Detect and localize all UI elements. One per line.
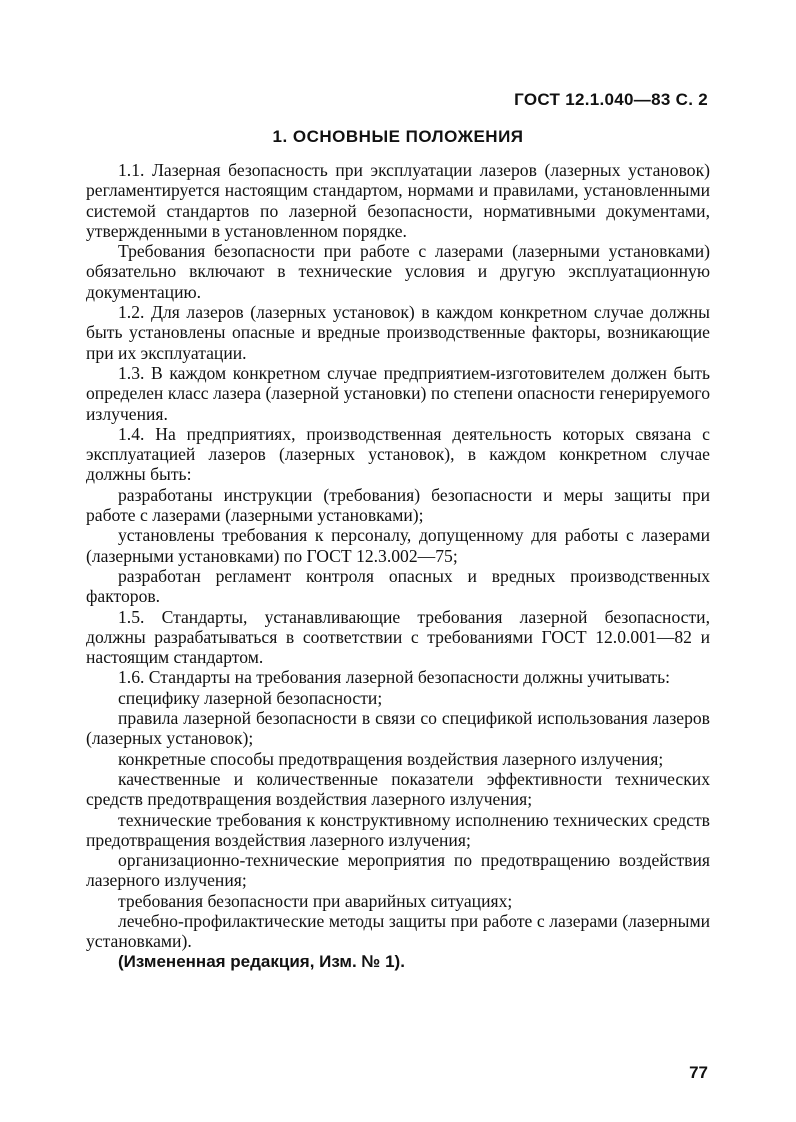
list-item: специфику лазерной безопасности; xyxy=(118,687,383,708)
list-item: качественные и количественные показатели эффективности технических средств предотвращения воздействия лазерного излучения; xyxy=(86,768,710,810)
amendment-note: (Измененная редакция, Изм. № 1). xyxy=(118,951,405,971)
list-item: правила лазерной безопасности в связи со спецификой использования лазеров (лазерных установок); xyxy=(86,708,710,749)
paragraph-1-6: 1.6. Стандарты на требования лазерной безопасности должны учитывать: xyxy=(118,667,670,688)
list-item: конкретные способы предотвращения воздействия лазерного излучения; xyxy=(118,748,664,769)
paragraph-1-2: 1.2. Для лазеров (лазерных установок) в каждом конкретном случае должны быть установлены опасные и вредные производственные факторы, возникающие при их эксплуатации. xyxy=(86,302,710,363)
paragraph-1-1: 1.1. Лазерная безопасность при эксплуатации лазеров (лазерных установок) регламентируется настоящим стандартом, нормами и правилами, установленными системой стандартов по лазерной безопасности, нормативными документами, утвержденными в установленном порядке. xyxy=(86,160,710,241)
list-item: разработаны инструкции (требования) безопасности и меры защиты при работе с лазерами (лазерными установками); xyxy=(86,484,710,526)
section-title: 1. ОСНОВНЫЕ ПОЛОЖЕНИЯ xyxy=(272,127,524,146)
document-body xyxy=(86,160,710,972)
list-item: лечебно-профилактические методы защиты при работе с лазерами (лазерными установками). xyxy=(86,910,710,952)
paragraph-1-5: 1.5. Стандарты, устанавливающие требования лазерной безопасности, должны разрабатываться в соответствии с требованиями ГОСТ 12.0.001—82 и настоящим стандартом. xyxy=(86,606,710,668)
paragraph-1-3: 1.3. В каждом конкретном случае предприятием-изготовителем должен быть определен класс лазера (лазерной установки) по степени опасности генерируемого излучения. xyxy=(86,362,710,424)
list-item: организационно-технические мероприятия по предотвращению воздействия лазерного излучения; xyxy=(86,850,710,891)
page-number: 77 xyxy=(689,1063,708,1082)
paragraph-safety-requirements: Требования безопасности при работе с лазерами (лазерными установками) обязательно включают в технические условия и другую эксплуатационную документацию. xyxy=(86,241,710,302)
list-item: требования безопасности при аварийных ситуациях; xyxy=(118,890,513,911)
list-item: разработан регламент контроля опасных и вредных производственных факторов. xyxy=(86,565,710,607)
paragraph-1-4: 1.4. На предприятиях, производственная деятельность которых связана с эксплуатацией лазеров (лазерных установок), в каждом конкретном случае должны быть: xyxy=(86,423,710,485)
list-item: установлены требования к персоналу, допущенному для работы с лазерами (лазерными установками) по ГОСТ 12.3.002—75; xyxy=(86,525,710,566)
standard-header: ГОСТ 12.1.040—83 С. 2 xyxy=(514,90,708,109)
list-item: технические требования к конструктивному исполнению технических средств предотвращения воздействия лазерного излучения; xyxy=(86,809,710,850)
